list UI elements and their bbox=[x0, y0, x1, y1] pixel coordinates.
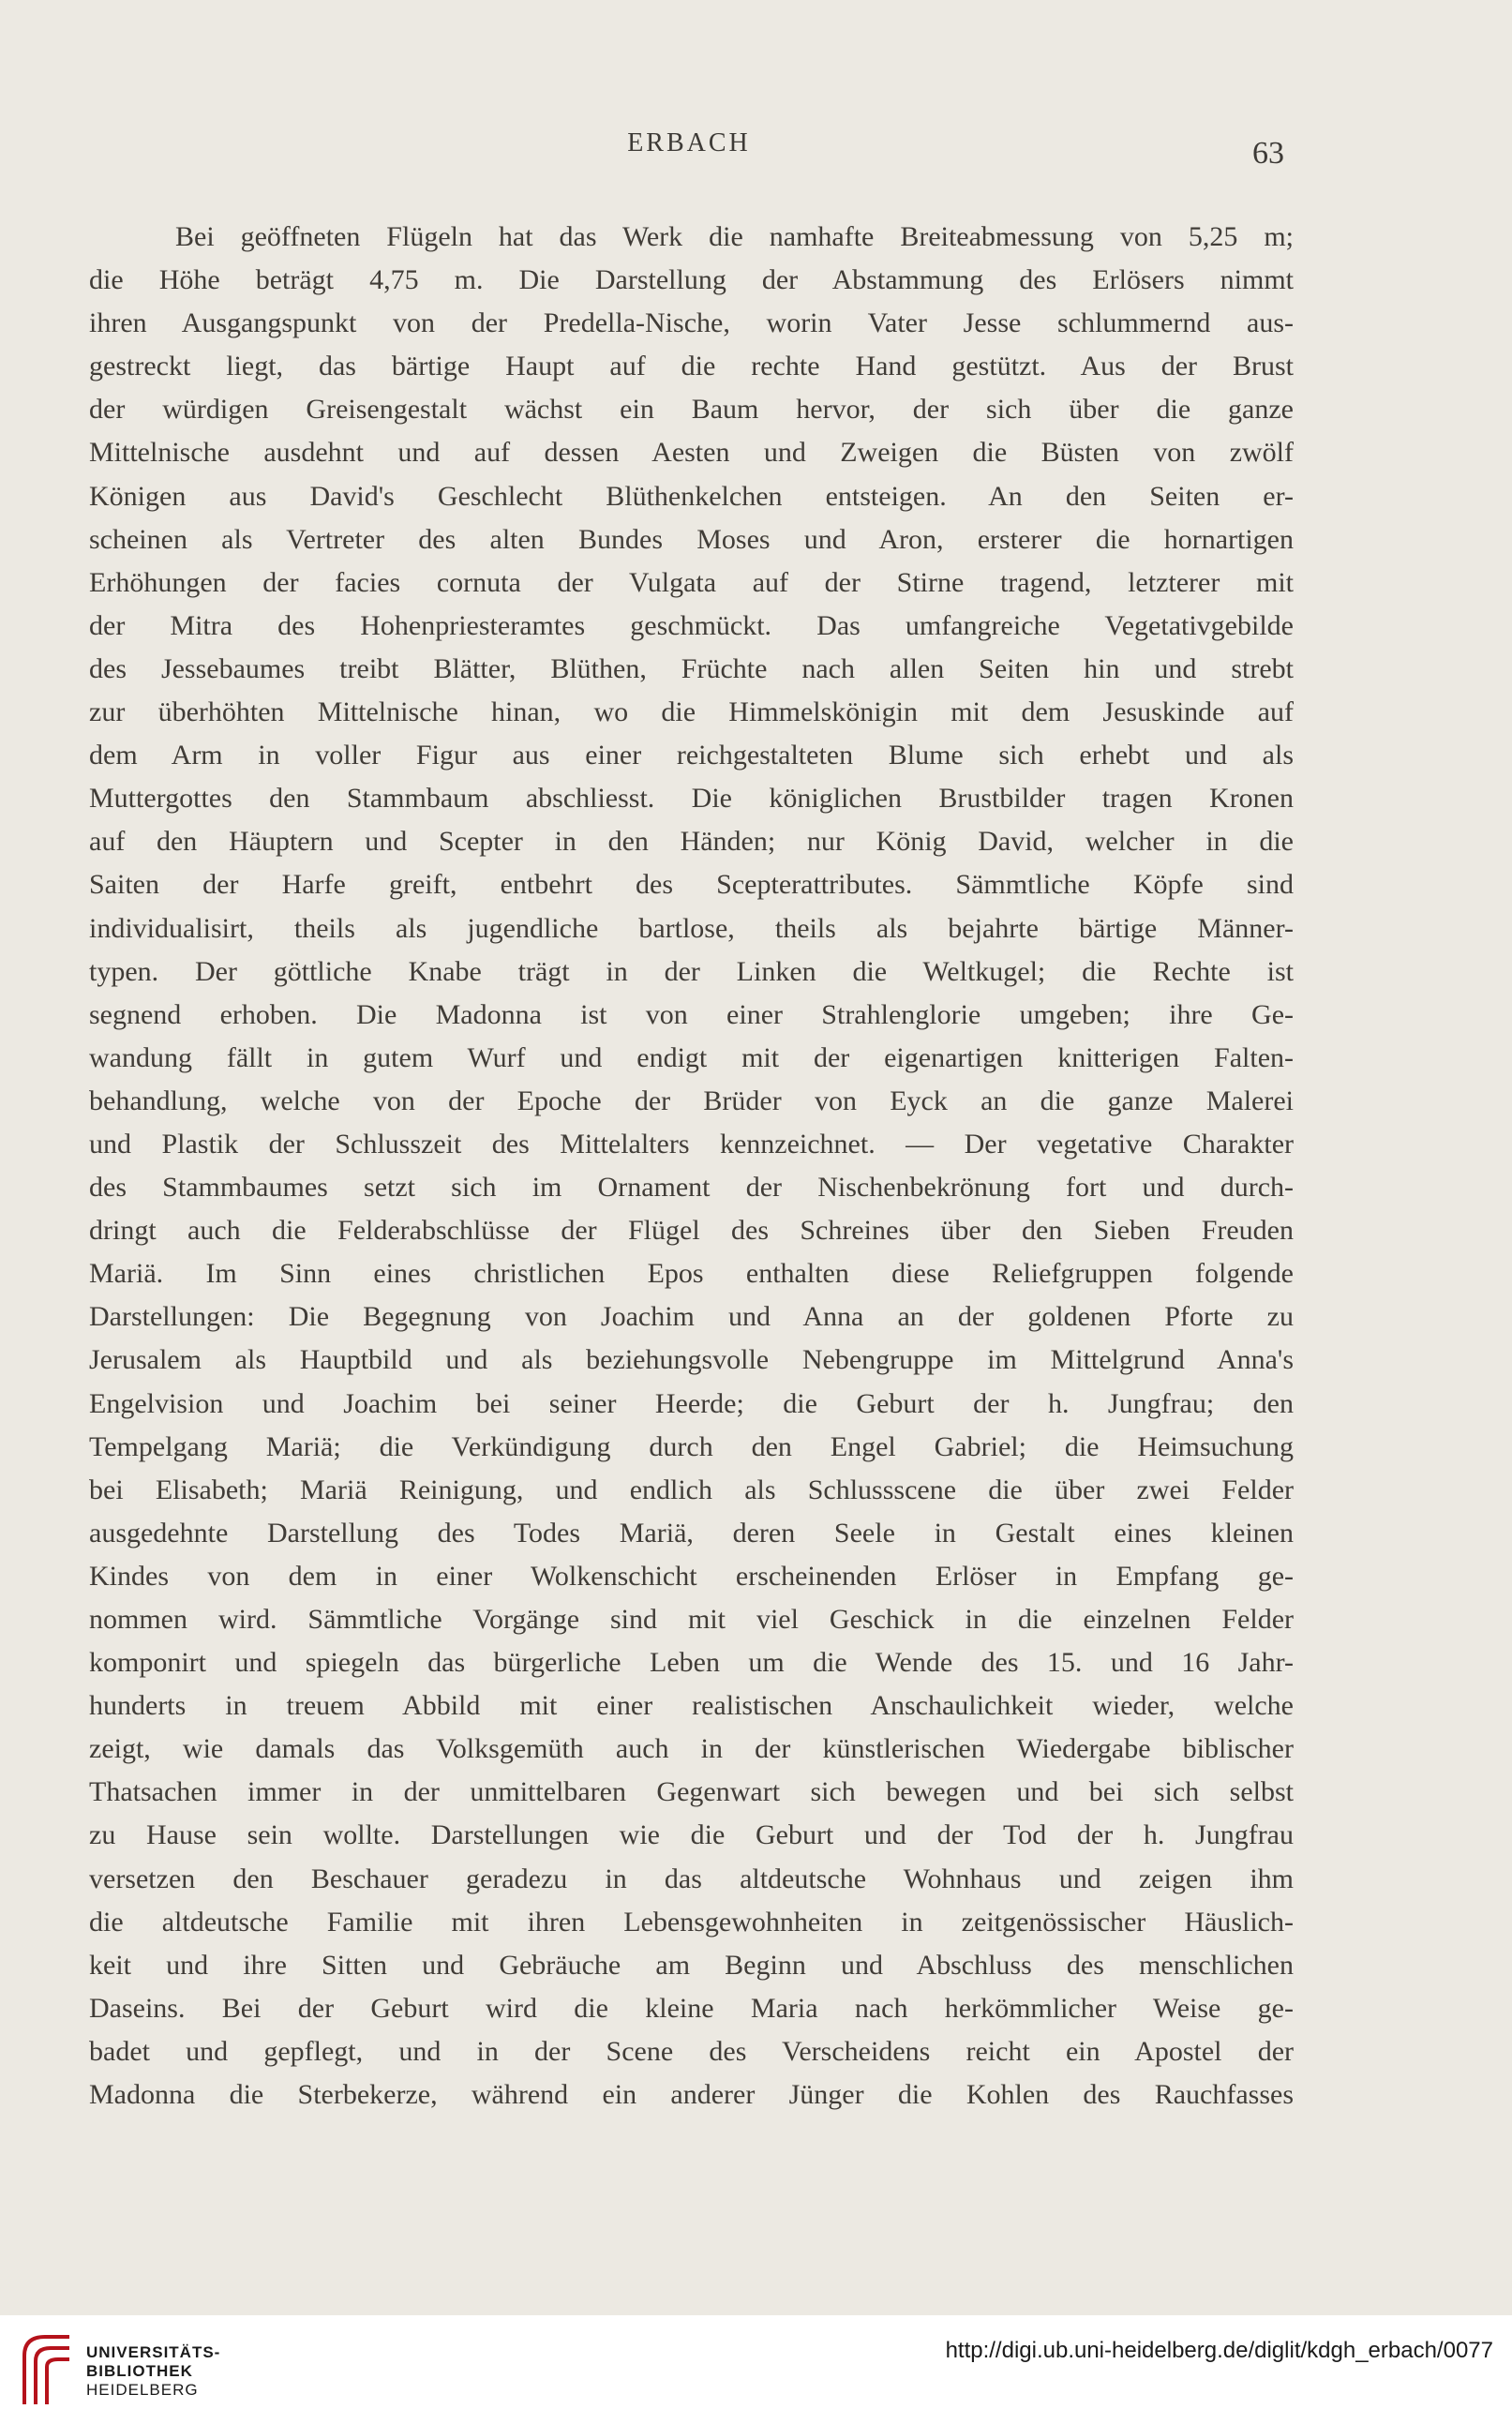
text-line: Darstellungen: Die Begegnung von Joachim und Anna an der goldenen Pforte zu bbox=[89, 1301, 1294, 1333]
text-line: Tempelgang Mariä; die Verkündigung durch den Engel Gabriel; die Heimsuchung bbox=[89, 1430, 1294, 1462]
text-line: Erhöhungen der facies cornuta der Vulgata auf der Stirne tragend, letzterer mit bbox=[89, 566, 1294, 598]
university-library-logo-icon bbox=[17, 2329, 77, 2410]
text-line: keit und ihre Sitten und Gebräuche am Beginn und Abschluss des menschlichen bbox=[89, 1949, 1294, 1981]
library-name-line: UNIVERSITÄTS- bbox=[86, 2343, 221, 2361]
text-line: Engelvision und Joachim bei seiner Heerde; die Geburt der h. Jungfrau; den bbox=[89, 1387, 1294, 1419]
text-line: ausgedehnte Darstellung des Todes Mariä, deren Seele in Gestalt eines kleinen bbox=[89, 1517, 1294, 1549]
text-line: ihren Ausgangspunkt von der Predella-Nische, worin Vater Jesse schlummernd aus- bbox=[89, 307, 1294, 339]
text-line: scheinen als Vertreter des alten Bundes Moses und Aron, ersterer die hornartigen bbox=[89, 523, 1294, 555]
text-line: Madonna die Sterbekerze, während ein anderer Jünger die Kohlen des Rauchfasses bbox=[89, 2079, 1294, 2111]
logo-strokes bbox=[24, 2337, 69, 2404]
text-line: der Mitra des Hohenpriesteramtes geschmückt. Das umfangreiche Vegetativgebilde bbox=[89, 609, 1294, 641]
text-line: typen. Der göttliche Knabe trägt in der Linken die Weltkugel; die Rechte ist bbox=[89, 955, 1294, 987]
page-number: 63 bbox=[1252, 136, 1284, 171]
text-line: Mittelnische ausdehnt und auf dessen Aesten und Zweigen die Büsten von zwölf bbox=[89, 437, 1294, 469]
text-line: des Jessebaumes treibt Blätter, Blüthen, Früchte nach allen Seiten hin und strebt bbox=[89, 652, 1294, 684]
viewer-footer bbox=[0, 2315, 1512, 2424]
text-line: nommen wird. Sämmtliche Vorgänge sind mit viel Geschick in die einzelnen Felder bbox=[89, 1604, 1294, 1635]
body-text bbox=[89, 216, 1294, 2117]
text-line: versetzen den Beschauer geradezu in das altdeutsche Wohnhaus und zeigen ihm bbox=[89, 1863, 1294, 1894]
text-line: Muttergottes den Stammbaum abschliesst. Die königlichen Brustbilder tragen Kronen bbox=[89, 783, 1294, 815]
text-line: zeigt, wie damals das Volksgemüth auch in der künstlerischen Wiedergabe biblischer bbox=[89, 1733, 1294, 1765]
text-line: bei Elisabeth; Mariä Reinigung, und endlich als Schlussscene die über zwei Felder bbox=[89, 1474, 1294, 1505]
text-line: zur überhöhten Mittelnische hinan, wo die Himmelskönigin mit dem Jesuskinde auf bbox=[89, 696, 1294, 728]
running-title: ERBACH bbox=[627, 128, 751, 157]
text-line: behandlung, welche von der Epoche der Brüder von Eyck an die ganze Malerei bbox=[89, 1085, 1294, 1116]
library-name-line: BIBLIOTHEK bbox=[86, 2362, 193, 2380]
text-line: dringt auch die Felderabschlüsse der Flügel des Schreines über den Sieben Freuden bbox=[89, 1215, 1294, 1247]
text-line: des Stammbaumes setzt sich im Ornament der Nischenbekrönung fort und durch- bbox=[89, 1172, 1294, 1204]
text-line: Kindes von dem in einer Wolkenschicht erscheinenden Erlöser in Empfang ge- bbox=[89, 1560, 1294, 1592]
text-line: wandung fällt in gutem Wurf und endigt mit der eigenartigen knitterigen Falten- bbox=[89, 1041, 1294, 1073]
text-line: die altdeutsche Familie mit ihren Lebensgewohnheiten in zeitgenössischer Häuslich- bbox=[89, 1906, 1294, 1938]
text-line: gestreckt liegt, das bärtige Haupt auf die rechte Hand gestützt. Aus der Brust bbox=[89, 351, 1294, 382]
text-line: Jerusalem als Hauptbild und als beziehungsvolle Nebengruppe im Mittelgrund Anna's bbox=[89, 1344, 1294, 1376]
text-line: und Plastik der Schlusszeit des Mittelalters kennzeichnet. — Der vegetative Charakter bbox=[89, 1128, 1294, 1160]
text-line: dem Arm in voller Figur aus einer reichgestalteten Blume sich erhebt und als bbox=[89, 740, 1294, 771]
text-line: Daseins. Bei der Geburt wird die kleine Maria nach herkömmlicher Weise ge- bbox=[89, 1992, 1294, 2024]
library-name-line: HEIDELBERG bbox=[86, 2381, 199, 2399]
text-line: komponirt und spiegeln das bürgerliche Leben um die Wende des 15. und 16 Jahr- bbox=[89, 1647, 1294, 1679]
text-line: Königen aus David's Geschlecht Blüthenkelchen entsteigen. An den Seiten er- bbox=[89, 480, 1294, 512]
library-name bbox=[86, 2343, 220, 2400]
text-line: die Höhe beträgt 4,75 m. Die Darstellung der Abstammung des Erlösers nimmt bbox=[89, 264, 1294, 296]
text-line: der würdigen Greisengestalt wächst ein Baum hervor, der sich über die ganze bbox=[89, 394, 1294, 426]
text-line: Saiten der Harfe greift, entbehrt des Scepterattributes. Sämmtliche Köpfe sind bbox=[89, 869, 1294, 901]
source-url-link[interactable]: http://digi.ub.uni-heidelberg.de/diglit/kdgh_erbach/0077 bbox=[945, 2338, 1493, 2363]
text-line: badet und gepflegt, und in der Scene des Verscheidens reicht ein Apostel der bbox=[89, 2035, 1294, 2067]
text-line: zu Hause sein wollte. Darstellungen wie die Geburt und der Tod der h. Jungfrau bbox=[89, 1819, 1294, 1851]
text-line: Mariä. Im Sinn eines christlichen Epos enthalten diese Reliefgruppen folgende bbox=[89, 1258, 1294, 1290]
text-line: segnend erhoben. Die Madonna ist von einer Strahlenglorie umgeben; ihre Ge- bbox=[89, 998, 1294, 1030]
text-line: hunderts in treuem Abbild mit einer realistischen Anschaulichkeit wieder, welche bbox=[89, 1690, 1294, 1722]
text-line: individualisirt, theils als jugendliche bartlose, theils als bejahrte bärtige Männer- bbox=[89, 912, 1294, 944]
text-line: Bei geöffneten Flügeln hat das Werk die namhafte Breiteabmessung von 5,25 m; bbox=[175, 221, 1294, 252]
text-line: auf den Häuptern und Scepter in den Händen; nur König David, welcher in die bbox=[89, 826, 1294, 858]
text-line: Thatsachen immer in der unmittelbaren Gegenwart sich bewegen und bei sich selbst bbox=[89, 1776, 1294, 1808]
running-head bbox=[0, 128, 1512, 171]
